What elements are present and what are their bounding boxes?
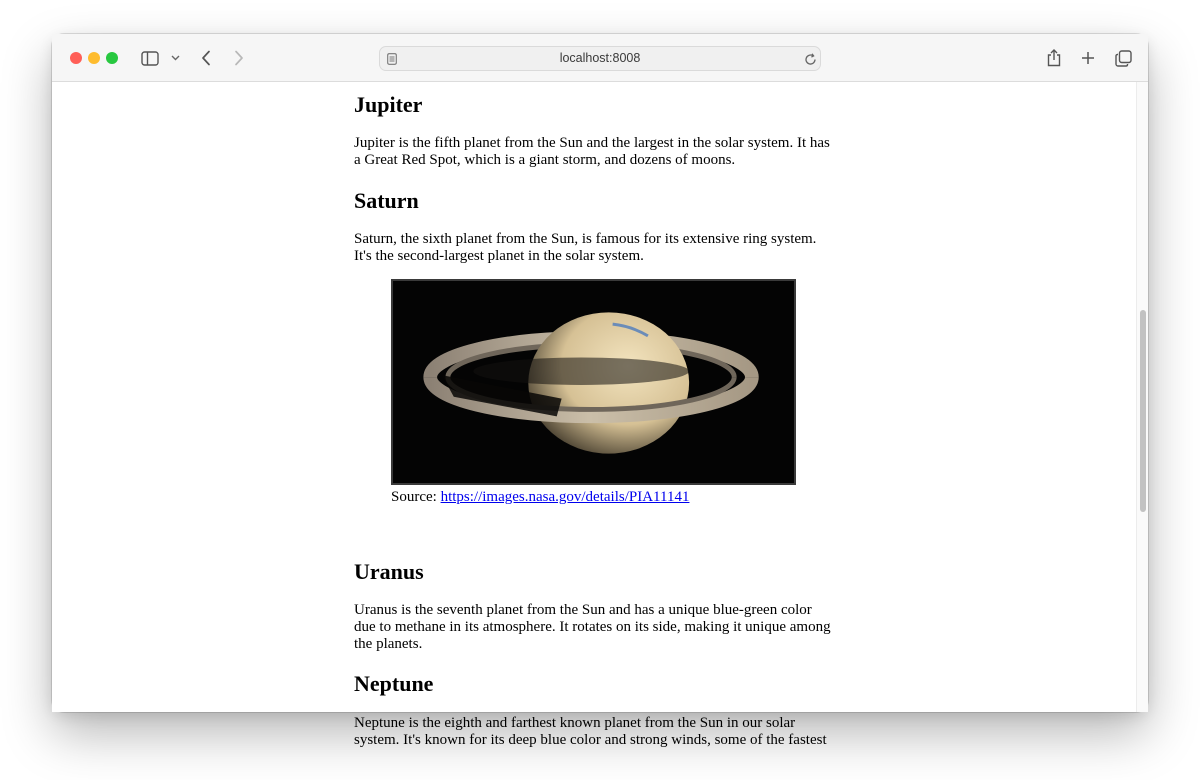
- chevron-down-icon[interactable]: [169, 52, 181, 64]
- vertical-scrollbar[interactable]: [1136, 82, 1148, 712]
- uranus-heading: Uranus: [354, 559, 424, 584]
- saturn-figure: [391, 279, 796, 506]
- image-caption: [391, 489, 796, 506]
- reload-icon[interactable]: [803, 52, 817, 66]
- neptune-text: Neptune is the eighth and farthest known planet from the Sun in our solar system. It's known for its deep blue color and strong winds, some of the fastest: [354, 715, 827, 748]
- close-window-button[interactable]: [70, 52, 82, 64]
- tabs-overview-icon[interactable]: [1113, 48, 1133, 68]
- minimize-window-button[interactable]: [88, 52, 100, 64]
- page-content[interactable]: [52, 82, 1136, 748]
- forward-icon[interactable]: [231, 48, 247, 68]
- scrollbar-thumb[interactable]: [1140, 310, 1146, 512]
- jupiter-text: Jupiter is the fifth planet from the Sun and the largest in the solar system. It has a Great Red Spot, which is a giant storm, and dozens of moons.: [354, 135, 830, 168]
- uranus-text: Uranus is the seventh planet from the Sun and has a unique blue-green color due to methane in its atmosphere. It rotates on its side, making it unique among the planets.: [354, 602, 831, 652]
- address-bar[interactable]: [379, 46, 821, 71]
- saturn-text: Saturn, the sixth planet from the Sun, is famous for its extensive ring system. It's the second-largest planet in the solar system.: [354, 231, 817, 264]
- saturn-image: [391, 279, 796, 485]
- source-label: Source:: [391, 489, 437, 505]
- saturn-heading: Saturn: [354, 188, 419, 213]
- maximize-window-button[interactable]: [106, 52, 118, 64]
- browser-window: [52, 34, 1148, 748]
- share-icon[interactable]: [1045, 47, 1063, 69]
- plus-icon[interactable]: [1079, 49, 1097, 67]
- jupiter-heading: Jupiter: [354, 92, 423, 117]
- source-link[interactable]: https://images.nasa.gov/details/PIA11141: [440, 489, 690, 505]
- browser-toolbar: [52, 34, 1148, 82]
- neptune-heading: Neptune: [354, 671, 434, 696]
- url-text[interactable]: localhost:8008: [559, 51, 641, 65]
- sidebar-icon[interactable]: [140, 49, 160, 67]
- back-icon[interactable]: [198, 48, 214, 68]
